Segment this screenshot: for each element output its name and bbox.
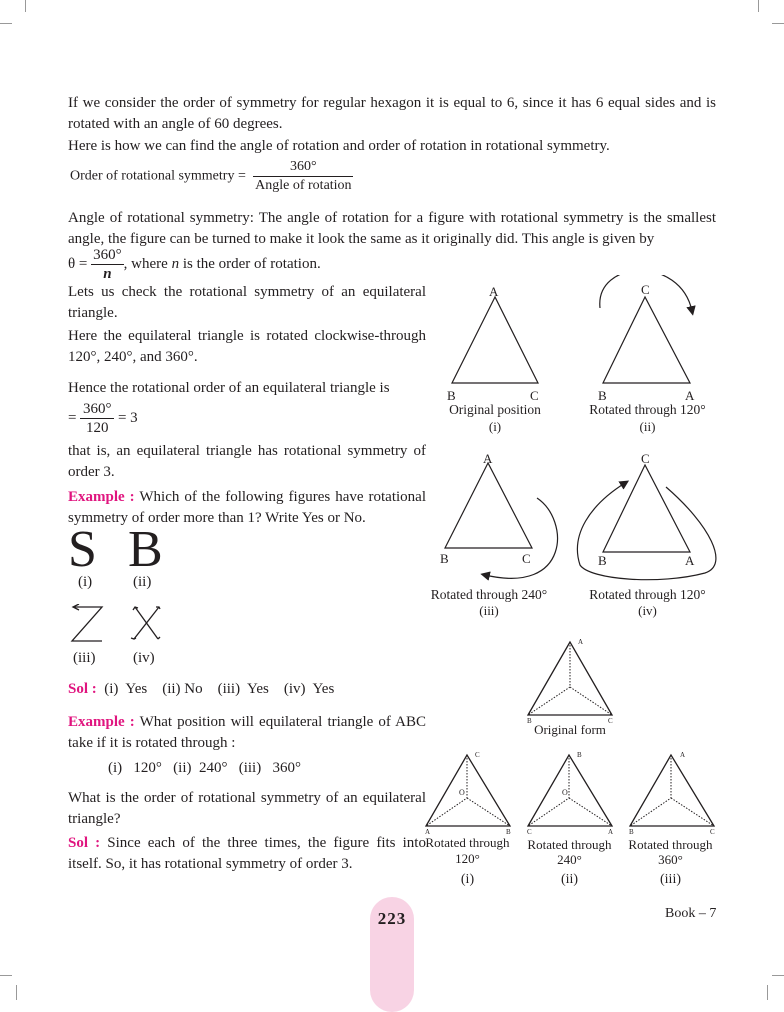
paragraph-hence: Hence the rotational order of an equilateral triangle is: [68, 380, 390, 396]
example-1: [68, 487, 426, 529]
calc-order: [68, 400, 138, 437]
page-number: 223: [377, 909, 407, 928]
solution-1: [68, 679, 426, 700]
calc-result: = 3: [117, 409, 138, 426]
caption: Rotated through 120°: [589, 587, 706, 602]
theta-denominator: n: [103, 266, 112, 282]
triangle-rotated-240: [528, 755, 612, 826]
caption: 240°: [557, 852, 582, 867]
triangle-ii: [603, 297, 690, 383]
caption: Rotated through 240°: [430, 587, 548, 602]
paragraph-angle: Angle of rotational symmetry: The angle of rotation for a figure with rotational symmetry is the smallest angle, the figure can be turned to make it look the same as it originally did. This angle is given by: [68, 210, 716, 247]
figure-label: (iv): [133, 650, 155, 666]
options: (i) 120° (ii) 240° (iii) 360°: [108, 760, 301, 776]
vertex-label: B: [527, 717, 532, 725]
example-label: Example :: [68, 489, 135, 505]
center-label: O: [459, 788, 465, 797]
vertex-label: C: [608, 717, 613, 725]
caption: Original form: [534, 722, 606, 737]
figure-label: (iii): [73, 650, 96, 666]
caption-number: (ii): [560, 872, 579, 887]
crop-mark: [16, 985, 17, 1000]
caption: Rotated through: [425, 835, 510, 850]
question: What is the order of rotational symmetry of an equilateral triangle?: [68, 790, 426, 827]
calc-eq: =: [68, 409, 77, 426]
vertex-label: B: [577, 751, 582, 759]
vertex-label: C: [641, 451, 650, 466]
caption-number: (i): [460, 872, 475, 887]
formula-numerator: 360°: [253, 158, 353, 177]
calc-numerator: 360°: [80, 400, 114, 419]
solution-label: Sol :: [68, 835, 101, 851]
caption: 360°: [658, 852, 683, 867]
vertex-label: A: [425, 828, 431, 836]
vertex-label: C: [530, 388, 539, 403]
crop-mark: [758, 0, 759, 12]
caption: Rotated through: [628, 837, 713, 852]
vertex-label: B: [598, 388, 607, 403]
figure-z-arrow: [72, 604, 102, 641]
solution-label: Sol :: [68, 681, 97, 697]
caption: Original position: [449, 402, 541, 417]
vertex-label: C: [475, 751, 480, 759]
figure-b: B: [128, 521, 163, 578]
vertex-label: B: [506, 828, 511, 836]
vertex-label: C: [641, 282, 650, 297]
vertex-label: A: [578, 638, 584, 646]
paragraph-check: Lets us check the rotational symmetry of an equilateral triangle.: [68, 284, 426, 321]
vertex-label: C: [527, 828, 532, 836]
paragraph-hexagon: If we consider the order of symmetry for regular hexagon it is equal to 6, since it has 6 equal sides and is rotated with an angle of 60 degrees.: [68, 95, 716, 132]
theta-n: n: [171, 255, 180, 272]
triangle-rotated-120: [426, 755, 510, 826]
vertex-label: B: [629, 828, 634, 836]
vertex-label: A: [608, 828, 614, 836]
formula-lhs: Order of rotational symmetry =: [70, 168, 246, 184]
triangle-i: [452, 297, 538, 383]
crop-mark: [767, 985, 768, 1000]
vertex-label: A: [685, 553, 695, 568]
crop-mark: [772, 23, 784, 24]
figure-label: (ii): [133, 574, 152, 590]
figures-zx: [64, 604, 174, 644]
triangle-iv: [603, 465, 690, 552]
caption: 120°: [455, 851, 480, 866]
triangle-rotated-360: [630, 755, 714, 826]
solution-2: [68, 833, 426, 875]
figure-label: (i): [78, 574, 93, 590]
calc-denominator: 120: [85, 420, 109, 436]
caption-number: (iii): [660, 872, 681, 887]
vertex-label: B: [440, 551, 449, 566]
theta-numerator: 360°: [93, 247, 122, 263]
vertex-label: A: [685, 388, 695, 403]
paragraph-order3: that is, an equilateral triangle has rotational symmetry of order 3.: [68, 443, 426, 480]
figure-x-hooks: [131, 607, 160, 639]
center-label: O: [562, 788, 568, 797]
formula-denominator: Angle of rotation: [255, 178, 352, 193]
vertex-label: A: [483, 451, 493, 466]
page-number-badge: [370, 897, 414, 1012]
theta-text-end: is the order of rotation.: [179, 255, 321, 272]
vertex-label: C: [522, 551, 531, 566]
example-text: What position will equilateral triangle of ABC take if it is rotated through :: [68, 714, 426, 751]
crop-mark: [25, 0, 26, 12]
example-2: [68, 712, 426, 754]
theta-lhs: θ =: [68, 255, 88, 272]
triangle-iii: [445, 463, 532, 548]
vertex-label: B: [598, 553, 607, 568]
caption: Rotated through 120°: [589, 402, 706, 417]
solution-text: Since each of the three times, the figure fits into itself. So, it has rotational symmetry of order 3.: [68, 835, 426, 872]
vertex-label: C: [710, 828, 715, 836]
figure-s: S: [68, 521, 97, 578]
caption-number: (iii): [479, 603, 499, 618]
crop-mark: [772, 975, 784, 976]
theta-text: , where: [123, 255, 172, 272]
caption-number: (ii): [639, 419, 656, 434]
example-text: Which of the following figures have rotational symmetry of order more than 1? Write Yes or No.: [68, 489, 426, 526]
paragraph-rotated: Here the equilateral triangle is rotated clockwise-through 120°, 240°, and 360°.: [68, 328, 426, 365]
vertex-label: A: [680, 751, 686, 759]
book-label: Book – 7: [665, 906, 717, 921]
paragraph-intro: Here is how we can find the angle of rotation and order of rotation in rotational symmetry.: [68, 138, 610, 154]
crop-mark: [0, 23, 12, 24]
formula-order: [70, 158, 353, 195]
formula-theta: [68, 246, 321, 283]
example-label: Example :: [68, 714, 135, 730]
vertex-label: A: [489, 284, 499, 299]
caption-number: (i): [488, 419, 502, 434]
vertex-label: B: [447, 388, 456, 403]
solution-text: (i) Yes (ii) No (iii) Yes (iv) Yes: [104, 681, 335, 697]
caption: Rotated through: [527, 837, 612, 852]
crop-mark: [0, 975, 12, 976]
caption-number: (iv): [638, 603, 657, 618]
